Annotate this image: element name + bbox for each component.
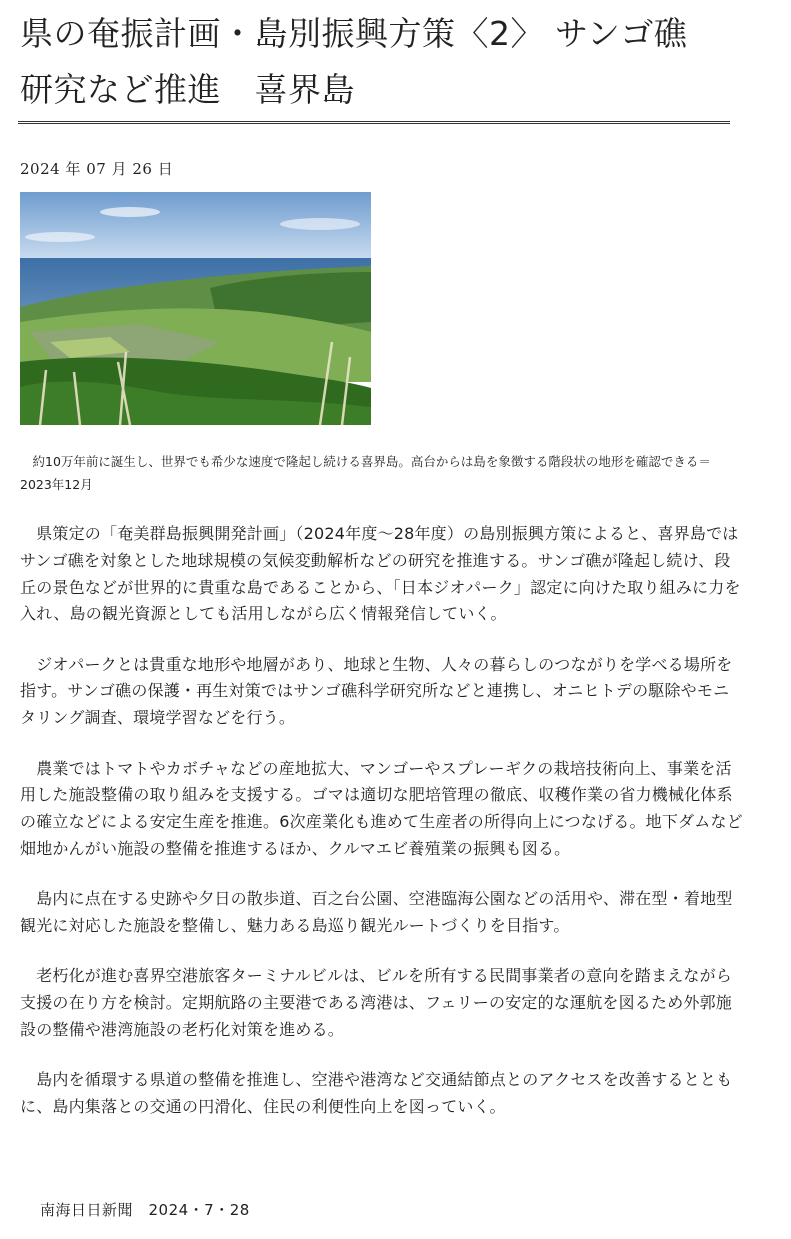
photo-caption: 約10万年前に誕生し、世界でも希少な速度で隆起し続ける喜界島。高台からは島を象徴する階段状の地形を確認できる＝2023年12月 (20, 454, 711, 492)
article-title-line-1: 県の奄振計画・島別振興方策〈2〉 サンゴ礁 (20, 14, 688, 53)
article-photo (20, 192, 371, 425)
photo-cloud (25, 232, 95, 242)
photo-cloud (280, 218, 360, 230)
title-divider (18, 121, 730, 124)
article-paragraph: 島内を循環する県道の整備を推進し、空港や港湾など交通結節点とのアクセスを改善するとともに、島内集落との交通の円滑化、住民の利便性向上を図っていく。 (20, 1070, 733, 1117)
article-source: 南海日日新聞 2024・7・28 (40, 1201, 250, 1219)
article-title-line-2: 研究など推進 喜界島 (20, 70, 355, 109)
article-paragraph: 県策定の「奄美群島振興開発計画」（2024年度〜28年度）の島別振興方策によると、喜界島ではサンゴ礁を対象とした地球規模の気候変動解析などの研究を推進する。サンゴ礁が隆起し続け、段丘の景色などが世界的に貴重な島であることから、「日本ジオパーク」認定に向けた取り組みに力を入れ、島の観光資源としても活用しながら広く情報発信していく。 (20, 524, 741, 624)
photo-cloud (100, 207, 160, 217)
article-body (20, 521, 745, 1144)
article-title (20, 6, 780, 118)
article-paragraph: 島内に点在する史跡や夕日の散歩道、百之台公園、空港臨海公園などの活用や、滞在型・着地型観光に対応した施設を整備し、魅力ある島巡り観光ルートづくりを目指す。 (20, 889, 733, 936)
article-paragraph: ジオパークとは貴重な地形や地層があり、地球と生物、人々の暮らしのつながりを学べる場所を指す。サンゴ礁の保護・再生対策ではサンゴ礁科学研究所などと連携し、オニヒトデの駆除やモニタリング調査、環境学習などを行う。 (20, 654, 733, 728)
article-date: 2024 年 07 月 26 日 (20, 160, 174, 178)
article-paragraph: 農業ではトマトやカボチャなどの産地拡大、マンゴーやスプレーギクの栽培技術向上、事業を活用した施設整備の取り組みを支援する。ゴマは適切な肥培管理の徹底、収穫作業の省力機械化体系の確立などによる安定生産を推進。6次産業化も進めて生産者の所得向上につなげる。地下ダムなど畑地かんがい施設の整備を推進するほか、クルマエビ養殖業の振興も図る。 (20, 758, 743, 858)
article-paragraph: 老朽化が進む喜界空港旅客ターミナルビルは、ビルを所有する民間事業者の意向を踏まえながら支援の在り方を検討。定期航路の主要港である湾港は、フェリーの安定的な運航を図るため外郭施設の整備や港湾施設の老朽化対策を進める。 (20, 966, 733, 1039)
